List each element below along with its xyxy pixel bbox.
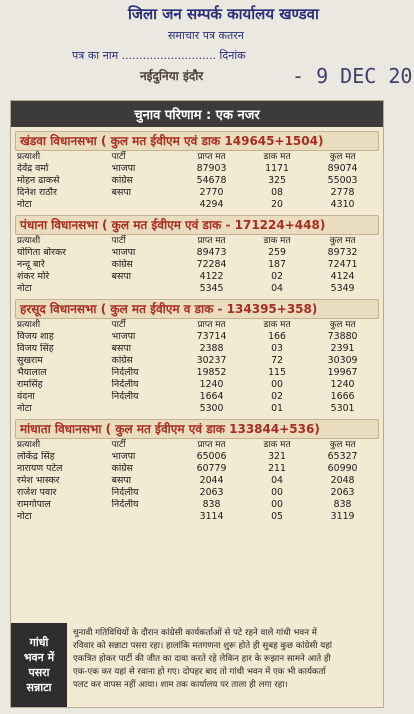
party-cell: भाजपा	[111, 331, 136, 342]
table-row	[15, 199, 379, 211]
constituency-heading: मांधाता विधानसभा ( कुल मत ईवीएम एवं डाक 133844+536)	[15, 419, 379, 439]
candidate-cell: भैयालाल	[17, 367, 47, 378]
side-label-line: सन्नाटा	[26, 681, 52, 694]
votes-cell: 5300	[199, 403, 224, 414]
column-header: डाक मत	[263, 236, 291, 246]
postal-votes-cell: 05	[271, 511, 284, 522]
newspaper-date-line: पत्र का नाम ........................... दिनांक	[72, 49, 246, 62]
votes-cell: 2063	[199, 487, 224, 498]
postal-votes-cell: 00	[271, 487, 284, 498]
votes-cell: 60779	[196, 463, 227, 474]
column-header: प्राप्त मत	[197, 320, 226, 330]
date-stamp: - 9 DEC 20	[292, 64, 413, 88]
table-row	[15, 403, 379, 415]
total-votes-cell: 4310	[330, 199, 355, 210]
candidate-cell: रामसिंह	[17, 379, 43, 390]
party-cell	[110, 199, 176, 211]
column-header: कुल मत	[329, 320, 356, 330]
party-cell	[110, 403, 176, 415]
newspaper-name: नईदुनिया इंदौर	[140, 69, 204, 83]
postal-votes-cell: 20	[271, 199, 284, 210]
postal-votes-cell: 166	[268, 331, 286, 342]
postal-votes-cell: 259	[268, 247, 286, 258]
votes-cell: 87903	[196, 163, 227, 174]
votes-cell: 2770	[199, 187, 224, 198]
votes-cell: 1664	[199, 391, 224, 402]
constituency-section	[15, 215, 379, 295]
total-votes-cell: 5349	[330, 283, 355, 294]
constituency-heading: हरसूद विधानसभा ( कुल मत ईवीएम व डाक - 134395+358)	[15, 299, 379, 319]
table-row	[15, 451, 379, 463]
postal-votes-cell: 1171	[265, 163, 289, 174]
candidate-cell: विजय सिंह	[17, 343, 54, 354]
office-name: जिला जन सम्पर्क कार्यालय खण्डवा	[128, 5, 319, 23]
postal-votes-cell: 02	[271, 271, 284, 282]
table-row	[15, 175, 379, 187]
table-row	[15, 463, 379, 475]
party-cell: भाजपा	[111, 451, 136, 462]
candidate-cell: दिनेश राठौर	[17, 187, 57, 198]
table-header-row	[15, 151, 379, 163]
votes-cell: 3114	[199, 511, 224, 522]
party-cell: भाजपा	[111, 247, 136, 258]
votes-cell: 838	[202, 499, 221, 510]
column-header: डाक मत	[263, 440, 291, 450]
total-votes-cell: 1240	[330, 379, 355, 390]
postal-votes-cell: 01	[271, 403, 284, 414]
column-header: पार्टी	[111, 320, 126, 330]
column-header: प्राप्त मत	[197, 440, 226, 450]
candidate-cell: रामगोपाल	[17, 499, 51, 510]
table-row	[15, 379, 379, 391]
table-row	[15, 511, 379, 523]
table-row	[15, 499, 379, 511]
candidate-cell: लोकेंद्र सिंह	[17, 451, 55, 462]
votes-cell: 2388	[199, 343, 224, 354]
total-votes-cell: 2048	[330, 475, 355, 486]
table-row	[15, 283, 379, 295]
total-votes-cell: 65327	[327, 451, 358, 462]
postal-votes-cell: 04	[271, 475, 284, 486]
candidate-cell: राजेश पवार	[17, 487, 57, 498]
column-header: पार्टी	[111, 236, 126, 246]
news-story	[11, 623, 383, 707]
clipping-title: चुनाव परिणाम : एक नजर	[11, 101, 383, 127]
constituency-section	[15, 299, 379, 415]
table-header-row	[15, 319, 379, 331]
candidate-cell: मोहन ढाकसे	[17, 175, 60, 186]
party-cell: भाजपा	[111, 163, 136, 174]
story-side-label	[11, 623, 67, 707]
table-row	[15, 355, 379, 367]
votes-cell: 65006	[196, 451, 227, 462]
votes-cell: 89473	[196, 247, 227, 258]
table-row	[15, 487, 379, 499]
results-table	[15, 439, 379, 523]
party-cell: निर्दलीय	[111, 499, 139, 510]
header-subtitle: समाचार पत्र कतरन	[168, 29, 244, 42]
votes-cell: 30237	[196, 355, 227, 366]
total-votes-cell: 838	[333, 499, 352, 510]
postal-votes-cell: 115	[268, 367, 286, 378]
column-header: पार्टी	[111, 152, 126, 162]
total-votes-cell: 3119	[330, 511, 355, 522]
total-votes-cell: 19967	[327, 367, 358, 378]
total-votes-cell: 89074	[327, 163, 358, 174]
story-line: रविवार को सन्नाटा पसरा रहा। हालांकि मतगणना शुरू होते ही सुबह कुछ कांग्रेसी यहां	[73, 641, 332, 651]
total-votes-cell: 5301	[330, 403, 355, 414]
votes-cell: 73714	[196, 331, 227, 342]
candidate-cell: नोटा	[17, 199, 32, 210]
postal-votes-cell: 02	[271, 391, 284, 402]
story-line: एक-एक कर यहां से रवाना हो गए। दोपहर बाद तो गांधी भवन में एक भी कार्यकर्ता	[73, 667, 326, 677]
postal-votes-cell: 00	[271, 499, 284, 510]
side-label-line: गांधी	[29, 636, 49, 649]
column-header: प्रत्याशी	[17, 440, 41, 450]
votes-cell: 2044	[199, 475, 224, 486]
votes-cell: 72284	[196, 259, 227, 270]
postal-votes-cell: 187	[268, 259, 286, 270]
votes-cell: 4294	[199, 199, 224, 210]
column-header: प्राप्त मत	[197, 152, 226, 162]
table-header-row	[15, 235, 379, 247]
table-row	[15, 367, 379, 379]
candidate-cell: नोटा	[17, 283, 32, 294]
total-votes-cell: 30309	[327, 355, 358, 366]
candidate-cell: नारायण पटेल	[17, 463, 63, 474]
party-cell	[110, 283, 176, 295]
candidate-cell: नोटा	[17, 511, 32, 522]
table-row	[15, 331, 379, 343]
table-row	[15, 271, 379, 283]
party-cell: बसपा	[111, 475, 132, 486]
clipping-header	[0, 0, 414, 100]
column-header: प्रत्याशी	[17, 236, 41, 246]
party-cell: बसपा	[111, 187, 132, 198]
candidate-cell: रमेश भास्कर	[17, 475, 60, 486]
party-cell: कांग्रेस	[111, 355, 133, 366]
total-votes-cell: 1666	[330, 391, 355, 402]
results-table	[15, 235, 379, 295]
results-table	[15, 151, 379, 211]
candidate-cell: नन्दू बारे	[17, 259, 45, 270]
postal-votes-cell: 72	[271, 355, 284, 366]
table-row	[15, 343, 379, 355]
results-table	[15, 319, 379, 415]
results-sections	[11, 131, 383, 523]
constituency-heading: पंधाना विधानसभा ( कुल मत ईवीएम एवं डाक - 171224+448)	[15, 215, 379, 235]
table-row	[15, 391, 379, 403]
total-votes-cell: 55003	[327, 175, 358, 186]
total-votes-cell: 72471	[327, 259, 358, 270]
party-cell: बसपा	[111, 343, 132, 354]
candidate-cell: नोटा	[17, 403, 32, 414]
column-header: पार्टी	[111, 440, 126, 450]
column-header: प्राप्त मत	[197, 236, 226, 246]
column-header: डाक मत	[263, 152, 291, 162]
party-cell: निर्दलीय	[111, 391, 139, 402]
story-line: एकत्रित होकर पार्टी की जीत का दावा करते रहे लेकिन हार के रूझान सामने आते ही	[73, 654, 331, 664]
party-cell: कांग्रेस	[111, 463, 133, 474]
postal-votes-cell: 321	[268, 451, 286, 462]
table-row	[15, 163, 379, 175]
votes-cell: 1240	[199, 379, 224, 390]
candidate-cell: विजय शाह	[17, 331, 54, 342]
candidate-cell: शंकर मोरे	[17, 271, 50, 282]
postal-votes-cell: 04	[271, 283, 284, 294]
constituency-heading: खंडवा विधानसभा ( कुल मत ईवीएम एवं डाक 149645+1504)	[15, 131, 379, 151]
side-label-line: भवन में	[23, 651, 55, 664]
candidate-cell: देवेंद्र वर्मा	[17, 163, 49, 174]
total-votes-cell: 4124	[330, 271, 355, 282]
postal-votes-cell: 08	[271, 187, 284, 198]
postal-votes-cell: 211	[268, 463, 286, 474]
table-row	[15, 187, 379, 199]
total-votes-cell: 2063	[330, 487, 355, 498]
story-text	[67, 623, 383, 707]
party-cell: निर्दलीय	[111, 487, 139, 498]
column-header: डाक मत	[263, 320, 291, 330]
party-cell: बसपा	[111, 271, 132, 282]
candidate-cell: वंदना	[17, 391, 35, 402]
postal-votes-cell: 03	[271, 343, 284, 354]
constituency-section	[15, 131, 379, 211]
column-header: कुल मत	[329, 236, 356, 246]
side-label-line: पसरा	[28, 666, 50, 679]
column-header: प्रत्याशी	[17, 152, 41, 162]
party-cell: निर्दलीय	[111, 367, 139, 378]
total-votes-cell: 2778	[330, 187, 355, 198]
votes-cell: 19852	[196, 367, 227, 378]
candidate-cell: सुखराम	[17, 355, 43, 366]
story-line: पलट कर वापस नहीं आया। शाम तक कार्यालय पर ताला ही लगा रहा।	[73, 680, 288, 690]
table-row	[15, 247, 379, 259]
party-cell: कांग्रेस	[111, 175, 133, 186]
votes-cell: 54678	[196, 175, 227, 186]
total-votes-cell: 2391	[330, 343, 355, 354]
votes-cell: 5345	[199, 283, 224, 294]
postal-votes-cell: 325	[268, 175, 286, 186]
votes-cell: 4122	[199, 271, 224, 282]
table-row	[15, 475, 379, 487]
news-clipping	[10, 100, 384, 708]
party-cell: निर्दलीय	[111, 379, 139, 390]
party-cell: कांग्रेस	[111, 259, 133, 270]
constituency-section	[15, 419, 379, 523]
total-votes-cell: 60990	[327, 463, 358, 474]
party-cell	[110, 511, 176, 523]
table-row	[15, 259, 379, 271]
column-header: कुल मत	[329, 152, 356, 162]
postal-votes-cell: 00	[271, 379, 284, 390]
total-votes-cell: 89732	[327, 247, 358, 258]
column-header: प्रत्याशी	[17, 320, 41, 330]
total-votes-cell: 73880	[327, 331, 358, 342]
candidate-cell: योगिता बोरकर	[17, 247, 66, 258]
story-line: चुनावी गतिविधियों के दौरान कांग्रेसी कार्यकर्ताओं से पटे रहने वाले गांधी भवन में	[73, 628, 317, 638]
column-header: कुल मत	[329, 440, 356, 450]
table-header-row	[15, 439, 379, 451]
